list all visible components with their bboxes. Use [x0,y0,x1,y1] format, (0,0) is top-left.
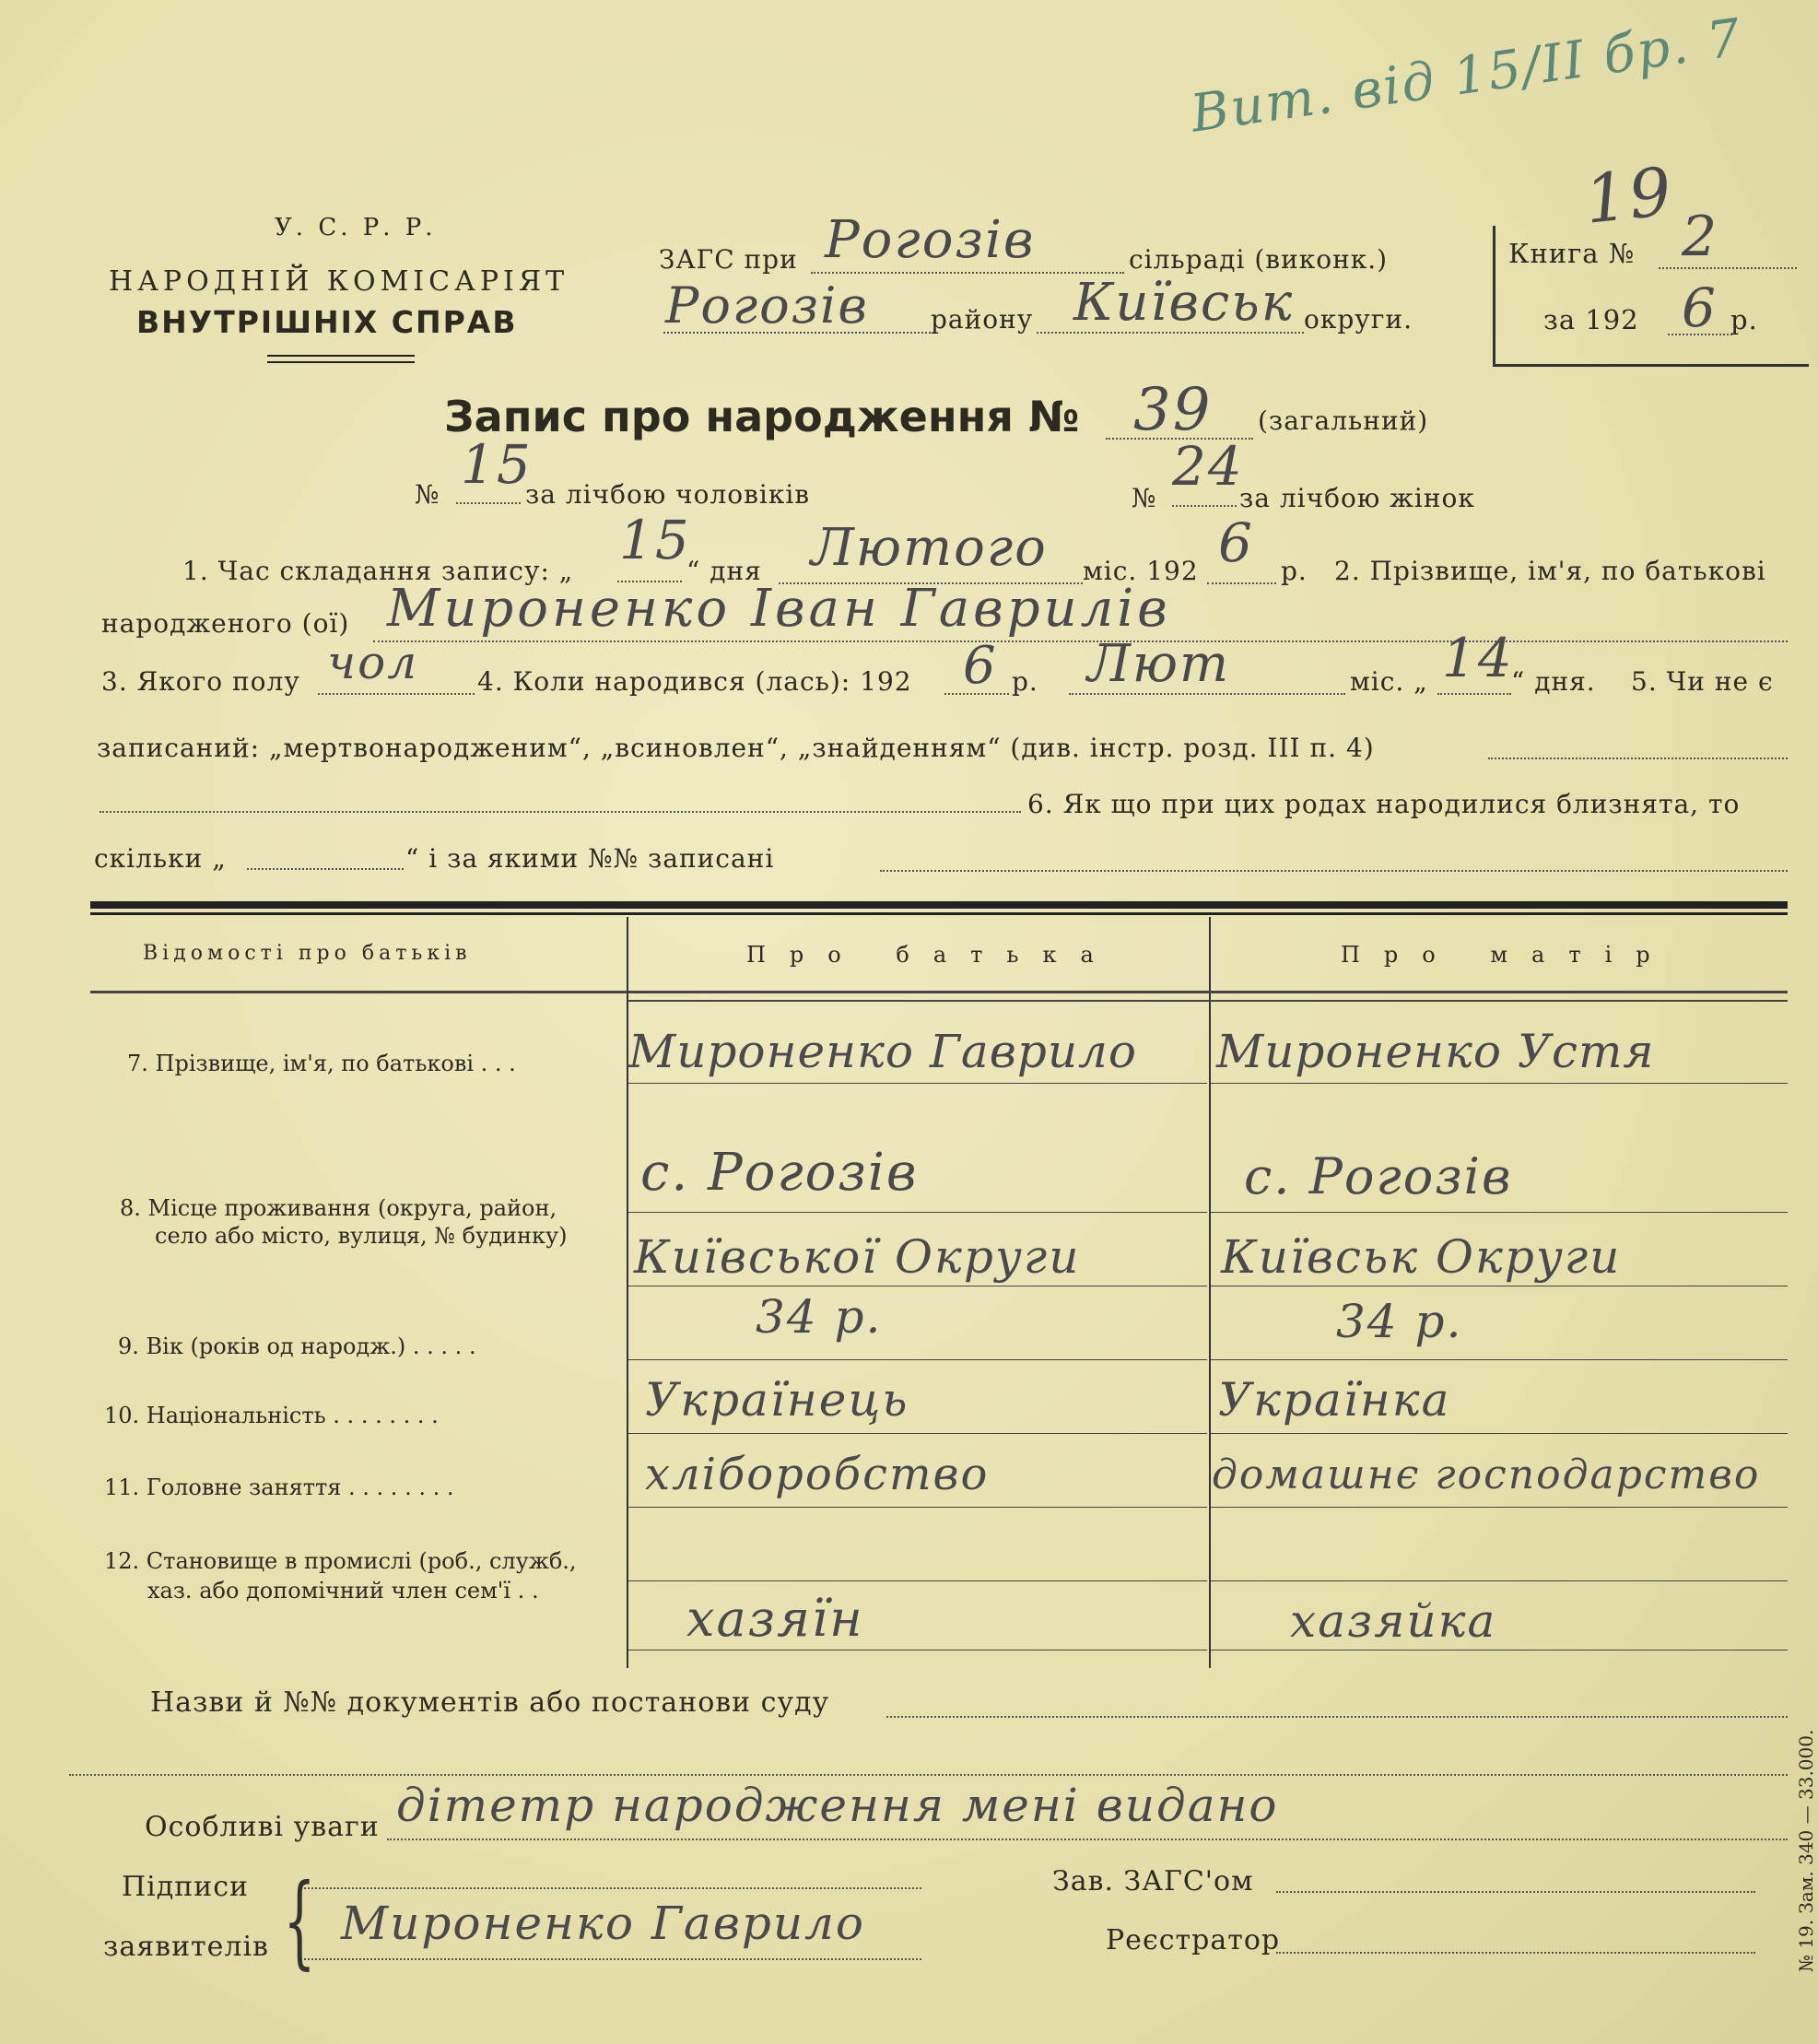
item1-label: 1. Час складання запису: „ [182,556,574,586]
village-council-label: сільраді (виконк.) [1129,244,1389,275]
row-label-residence-2: село або місто, вулиця, № будинку) [155,1223,568,1249]
birth-day-line [1437,693,1511,695]
row-line [1211,1507,1788,1508]
book-year-digit: 6 [1682,276,1718,339]
commissariat-line1: НАРОДНІЙ КОМІСАРІЯТ [109,265,569,298]
mother-name: Мироненко Устя [1216,1025,1655,1078]
female-count-line [1172,505,1237,507]
zags-village: Рогозів [825,210,1036,270]
item5-text: записаний: „мертвонародженим“, „всиновлен“, „знайденням“ (див. інстр. розд. III п. 4) [97,733,1375,763]
birth-year-digit: 6 [963,636,998,696]
registrar-label: Реєстратор [1106,1924,1281,1956]
female-label: за лічбою жінок [1239,483,1475,513]
general-label: (загальний) [1258,405,1429,436]
twins-count-line [247,868,404,870]
record-number: 39 [1133,376,1213,444]
applicant-signature: Мироненко Гаврило [341,1897,865,1950]
father-occupation: хліборобство [645,1449,990,1500]
row-line [628,1359,1207,1360]
book-number-line [1659,267,1797,269]
male-count: 15 [461,433,533,496]
mother-nationality: Українка [1218,1373,1451,1427]
applicants-label-1: Підписи [122,1871,250,1903]
item1-month-label: міс. 192 [1083,556,1199,586]
applicant-line-1 [304,1887,921,1889]
born-name: Мироненко Іван Гаврилів [387,579,1171,639]
row-label-position-2: хаз. або допомічний член сем'ї . . [147,1578,539,1603]
birth-month: Лют [1087,634,1231,694]
col3-header: Про матір [1341,942,1674,968]
book-year-prefix: за 192 [1543,304,1639,335]
notes-line [387,1838,1788,1840]
father-age: 34 р. [756,1290,883,1344]
mother-occupation: домашнє господарство [1212,1451,1761,1498]
twins-label-b: “ і за якими №№ записані [405,843,775,874]
born-label: народженого (ої) [101,608,350,639]
row-line [1211,1212,1788,1213]
applicants-brace: { [283,1862,316,1979]
father-name: Мироненко Гаврило [628,1025,1137,1078]
row-line [628,1212,1207,1213]
item2-label: 2. Прізвище, ім'я, по батькові [1334,556,1766,586]
book-label: Книга № [1508,238,1636,269]
item1-month: Лютого [811,518,1048,578]
item5-label: 5. Чи не є [1631,666,1774,697]
born-name-line [373,640,1788,642]
male-no-sign: № [415,479,440,510]
head-signature-line [1276,1891,1755,1893]
header-rule [267,361,415,363]
row-label-position-1: 12. Становище в промислі (роб., служб., [104,1548,577,1574]
twins-label-a: скільки „ [94,843,227,874]
item1-day: 15 [619,509,691,571]
row-line [1211,1359,1788,1360]
father-position: хазяїн [686,1590,864,1648]
record-title: Запис про народження № [444,392,1080,441]
okrug-label: округи. [1304,304,1413,335]
head-label: Зав. ЗАГС'ом [1052,1865,1254,1897]
birth-month-label: міс. „ [1350,666,1428,697]
twins-numbers-line [880,870,1788,872]
mother-age: 34 р. [1336,1295,1463,1348]
row-line [1211,1433,1788,1434]
district-value: Рогозів [665,276,869,335]
item1-day-label: “ дня [686,556,762,586]
male-label: за лічбою чоловіків [525,479,811,510]
book-number: 2 [1682,205,1719,269]
row-label-name: 7. Прізвище, ім'я, по батькові . . . [127,1051,516,1076]
notes-label: Особливі уваги [145,1811,380,1843]
district-label: району [931,304,1034,335]
margin-annotation: Вит. від 15/II бр. 7 [1187,7,1746,145]
female-no-sign: № [1132,483,1157,513]
row-line [628,1580,1207,1581]
row-label-occupation: 11. Головне заняття . . . . . . . . [104,1474,454,1500]
documents-line-2 [69,1774,1788,1776]
col1-header: Відомості про батьків [143,942,472,965]
side-print: № 19. Зам. 340 — 33.000. [1795,1729,1817,1972]
okrug-value: Київськ [1073,273,1295,333]
commissariat-line2: ВНУТРІШНІХ СПРАВ [136,304,518,340]
row-label-nationality: 10. Національність . . . . . . . . [104,1403,439,1428]
birth-day: 14 [1442,627,1514,689]
row-line [1211,1083,1788,1084]
registrar-signature-line [1276,1952,1755,1954]
row-label-age: 9. Вік (років од народж.) . . . . . [118,1333,476,1359]
row-line [628,1433,1207,1434]
row-line [1211,1580,1788,1581]
zags-label: ЗАГС при [659,244,798,275]
item5-line2 [100,811,1021,813]
item1-year-line [1207,582,1276,584]
item3-label: 3. Якого полу [101,666,300,697]
table-top-rule-thin [90,912,1788,915]
item1-year-digit: 6 [1218,511,1254,574]
father-nationality: Українець [645,1373,909,1427]
item1-year-suffix: р. [1281,556,1308,586]
row-label-residence-1: 8. Місце проживання (округа, район, [120,1195,557,1221]
header-bottom-rule-2 [628,1000,1788,1002]
mother-residence-1: с. Рогозів [1244,1147,1513,1205]
applicant-line-2 [304,1958,921,1960]
table-col-divider-2 [1209,917,1211,1668]
applicants-label-2: заявителів [103,1931,269,1963]
header-rule [267,355,415,357]
mother-residence-2: Київськ Округи [1221,1230,1622,1284]
mother-position: хазяйка [1290,1594,1497,1648]
sex-line [318,693,475,695]
documents-label: Назви й №№ документів або постанови суду [150,1686,830,1719]
item6-label: 6. Як що при цих родах народилися близнята, то [1027,789,1741,819]
table-top-rule [90,901,1788,909]
father-residence-2: Київської Округи [634,1230,1081,1284]
female-count: 24 [1172,435,1244,498]
col2-header: Про батька [746,942,1118,968]
item5-line [1488,758,1788,759]
row-line [628,1083,1207,1084]
ussr-label: У. С. Р. Р. [275,214,437,241]
documents-line [886,1716,1788,1718]
birth-day-label: “ дня. [1511,666,1596,697]
row-line [628,1507,1207,1508]
book-year-note: 19 [1580,152,1677,239]
sex-value: чол [327,636,419,689]
birth-year-suffix: р. [1012,666,1038,697]
header-bottom-rule [90,991,1788,993]
item4-label: 4. Коли народився (лась): 192 [477,666,912,697]
father-residence-1: с. Рогозів [640,1143,919,1203]
male-count-line [456,502,521,504]
book-year-suffix: р. [1730,304,1758,335]
notes-text: дітетр народження мені видано [396,1779,1279,1832]
